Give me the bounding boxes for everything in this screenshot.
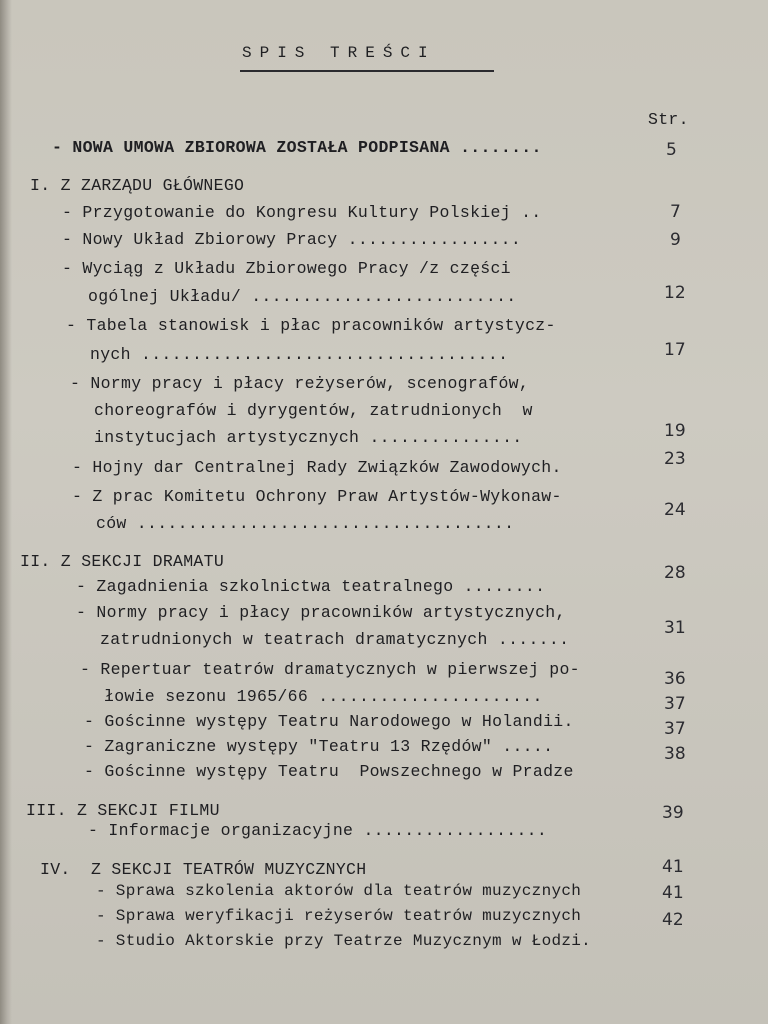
toc-entry: - Normy pracy i płacy reżyserów, scenografów, xyxy=(70,374,530,393)
page-number: 19 xyxy=(664,421,686,441)
page-number: 5 xyxy=(666,140,677,160)
toc-entry-continued: instytucjach artystycznych ............... xyxy=(94,428,523,447)
toc-entry: - Gościnne występy Teatru Narodowego w Holandii. xyxy=(84,712,574,731)
toc-entry: - Nowy Układ Zbiorowy Pracy ................. xyxy=(62,230,522,249)
toc-entry: - Sprawa szkolenia aktorów dla teatrów muzycznych xyxy=(96,882,582,900)
page-number: 37 xyxy=(664,719,686,739)
toc-entry: - Tabela stanowisk i płac pracowników artystycz- xyxy=(66,316,556,335)
section-heading-3: III. Z SEKCJI FILMU xyxy=(26,801,220,820)
toc-entry: - Sprawa weryfikacji reżyserów teatrów muzycznych xyxy=(96,907,582,925)
toc-entry: - Zagadnienia szkolnictwa teatralnego ........ xyxy=(76,577,546,596)
page-number: 23 xyxy=(664,449,686,469)
toc-entry: - Z prac Komitetu Ochrony Praw Artystów-Wykonaw- xyxy=(72,487,562,506)
page-number: 9 xyxy=(670,230,681,250)
toc-entry-continued: ców ..................................... xyxy=(96,514,515,533)
page-number: 41 xyxy=(662,883,684,903)
page-number: 17 xyxy=(664,340,686,360)
title-underline xyxy=(240,70,494,72)
page-number: 39 xyxy=(662,803,684,823)
page-number: 12 xyxy=(664,283,686,303)
page-number: 28 xyxy=(664,563,686,583)
toc-entry: - Hojny dar Centralnej Rady Związków Zawodowych. xyxy=(72,458,562,477)
page-number: 7 xyxy=(670,202,681,222)
section-heading-1: I. Z ZARZĄDU GŁÓWNEGO xyxy=(30,176,245,195)
toc-entry-continued: choreografów i dyrygentów, zatrudnionych w xyxy=(94,401,533,420)
section-heading-4: IV. Z SEKCJI TEATRÓW MUZYCZNYCH xyxy=(40,860,367,879)
toc-title: SPIS TREŚCI xyxy=(242,44,436,62)
page-number: 24 xyxy=(664,500,686,520)
toc-entry-continued: nych .................................... xyxy=(90,345,509,364)
toc-entry-continued: łowie sezonu 1965/66 ...................... xyxy=(104,687,543,706)
toc-entry: - Studio Aktorskie przy Teatrze Muzycznym w Łodzi. xyxy=(96,932,592,950)
toc-entry: - Informacje organizacyjne .................. xyxy=(88,821,548,840)
page-number: 31 xyxy=(664,618,686,638)
toc-entry: - Normy pracy i płacy pracowników artystycznych, xyxy=(76,603,566,622)
toc-entry: - Gościnne występy Teatru Powszechnego w Pradze xyxy=(84,762,574,781)
section-heading-2: II. Z SEKCJI DRAMATU xyxy=(20,552,225,571)
toc-entry: - Przygotowanie do Kongresu Kultury Polskiej .. xyxy=(62,203,542,222)
paper-edge-shadow xyxy=(0,0,12,1024)
page-number: 36 xyxy=(664,669,686,689)
page-number: 38 xyxy=(664,744,686,764)
toc-entry-continued: zatrudnionych w teatrach dramatycznych ....... xyxy=(100,630,570,649)
page-number: 41 xyxy=(662,857,684,877)
toc-entry: - Repertuar teatrów dramatycznych w pierwszej po- xyxy=(80,660,580,679)
toc-entry: - Wyciąg z Układu Zbiorowego Pracy /z części xyxy=(62,259,511,278)
page-column-label: Str. xyxy=(648,110,689,129)
page-number: 37 xyxy=(664,694,686,714)
entry-main-agreement: - NOWA UMOWA ZBIOROWA ZOSTAŁA PODPISANA ........ xyxy=(52,138,542,157)
toc-entry: - Zagraniczne występy "Teatru 13 Rzędów" ..... xyxy=(84,737,554,756)
toc-entry-continued: ogólnej Układu/ .......................... xyxy=(88,287,517,306)
page-number: 42 xyxy=(662,910,684,930)
